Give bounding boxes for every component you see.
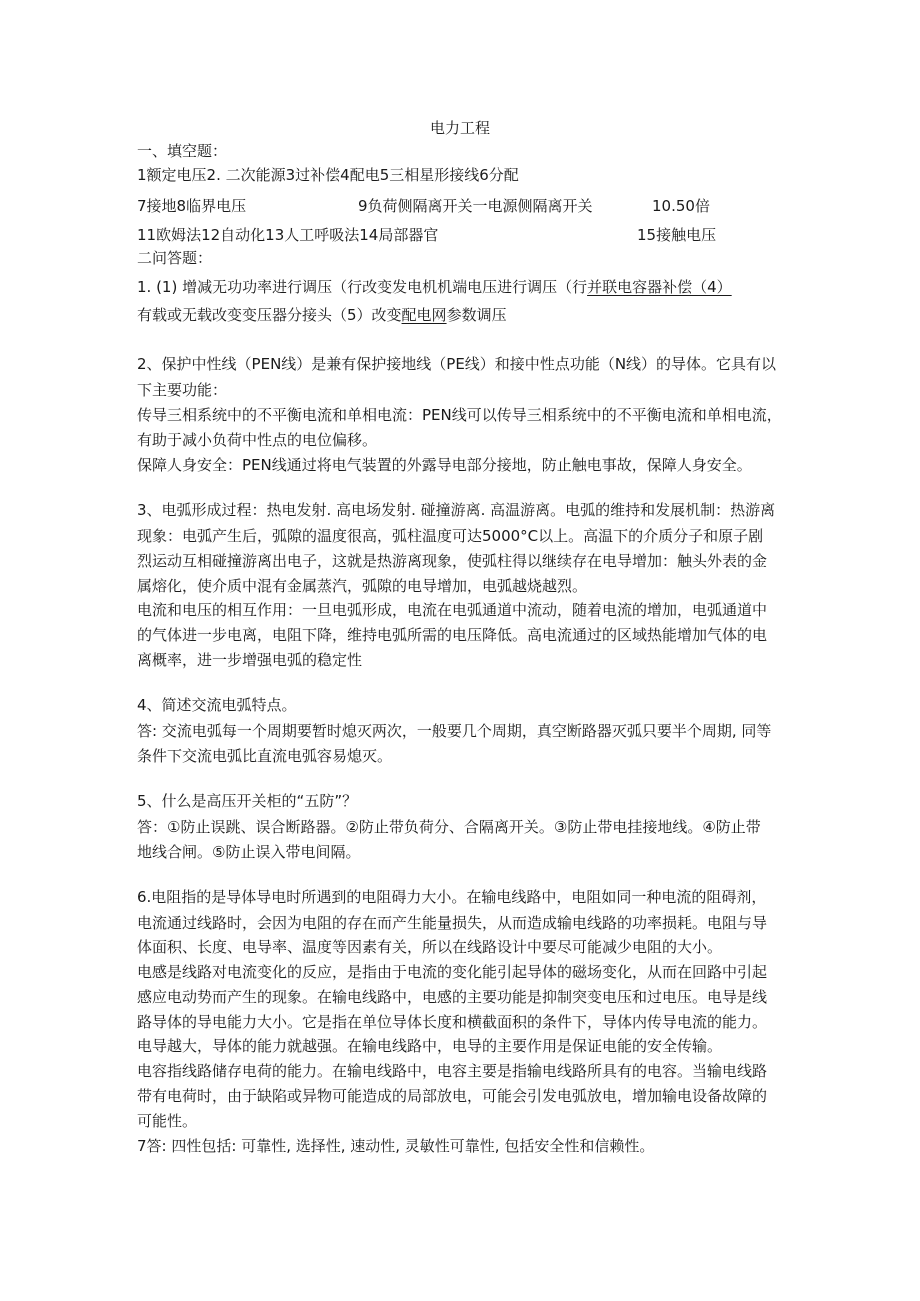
q3-line: 的气体进一步电离，电阻下降，维持电弧所需的电压降低。高电流通过的区域热能增加气体的电: [137, 626, 768, 644]
q2-line: 保障人身安全：PEN线通过将电气装置的外露导电部分接地，防止触电事故，保障人身安全。: [137, 456, 752, 474]
q1-line-1-underlined: 并联电容器补偿（4）: [587, 278, 732, 296]
q2-line: 2、保护中性线（PEN线）是兼有保护接地线（PE线）和接中性点功能（N线）的导体。它具有以: [137, 355, 777, 373]
q4-line: 答: 交流电弧每一个周期要暂时熄灭两次，一般要几个周期，真空断路器灭弧只要半个周期, 同等: [137, 722, 772, 740]
fill-blank-row-1: 1额定电压2. 二次能源3过补偿4配电5三相星形接线6分配: [137, 166, 519, 184]
q5-line: 答：①防止误跳、误合断路器。②防止带负荷分、合隔离开关。③防止带电挂接地线。④防止带: [137, 818, 761, 836]
q6-line: 电流通过线路时，会因为电阻的存在而产生能量损失，从而造成输电线路的功率损耗。电阻与导: [137, 914, 768, 932]
q1-line-2: [137, 303, 507, 327]
q3-line: 烈运动互相碰撞游离出电子，这就是热游离现象，使弧柱得以继续存在电导增加：触头外表的金: [137, 552, 768, 570]
q4-line: 4、简述交流电弧特点。: [137, 696, 297, 714]
q6-line: 电导越大，导体的能力就越强。在输电线路中，电导的主要作用是保证电能的安全传输。: [137, 1037, 723, 1055]
q3-line: 电流和电压的相互作用：一旦电弧形成，电流在电弧通道中流动，随着电流的增加，电弧通道中: [137, 601, 768, 619]
q6-line: 感应电动势而产生的现象。在输电线路中，电感的主要功能是抑制突变电压和过电压。电导是线: [137, 988, 768, 1006]
fill-blank-row-2-b: 9负荷侧隔离开关一电源侧隔离开关: [358, 197, 593, 215]
q1-line-2-tail: 参数调压: [446, 306, 507, 324]
section1-heading: 一、填空题：: [137, 142, 228, 160]
q1-line-1: [137, 275, 732, 299]
q1-line-2-text: 有载或无载改变变压器分接头（5）改变: [137, 306, 402, 324]
q6-line: 电感是线路对电流变化的反应，是指由于电流的变化能引起导体的磁场变化，从而在回路中引起: [137, 963, 768, 981]
q6-line: 6.电阻指的是导体导电时所遇到的电阻碍力大小。在输电线路中，电阻如同一种电流的阻碍剂，: [137, 888, 767, 906]
q6-line: 带有电荷时，由于缺陷或异物可能造成的局部放电，可能会引发电弧放电，增加输电设备故障的: [137, 1087, 768, 1105]
q3-line: 现象：电弧产生后，弧隙的温度很高，弧柱温度可达5000°C以上。高温下的介质分子和原子剧: [137, 527, 764, 545]
q6-line: 电容指线路储存电荷的能力。在输电线路中，电容主要是指输电线路所具有的电容。当输电线路: [137, 1062, 768, 1080]
q5-line: 5、什么是高压开关柜的“五防”？: [137, 792, 358, 810]
section2-heading: 二问答题：: [137, 249, 213, 267]
q1-line-2-underlined: 配电网: [401, 306, 447, 324]
q2-line: 传导三相系统中的不平衡电流和单相电流：PEN线可以传导三相系统中的不平衡电流和单相电流，: [137, 406, 782, 424]
q3-line: 属熔化，使介质中混有金属蒸汽，弧隙的电导增加，电弧越烧越烈。: [137, 577, 588, 595]
q6-line: 体面积、长度、电导率、温度等因素有关，所以在线路设计中要尽可能减少电阻的大小。: [137, 938, 723, 956]
q3-line: 3、电弧形成过程：热电发射. 高电场发射. 碰撞游离. 高温游离。电弧的维持和发展机制：热游离: [137, 501, 776, 519]
fill-blank-row-2-c: 10.50倍: [652, 197, 710, 215]
q5-line: 地线合闸。⑤防止误入带电间隔。: [137, 843, 361, 861]
q4-line: 条件下交流电弧比直流电弧容易熄灭。: [137, 747, 393, 765]
q6-line: 可能性。: [137, 1112, 198, 1130]
fill-blank-row-3-b: 15接触电压: [637, 226, 717, 244]
q3-line: 离概率，进一步增强电弧的稳定性: [137, 651, 363, 669]
fill-blank-row-2-a: 7接地8临界电压: [137, 197, 247, 215]
q6-line: 路导体的导电能力大小。它是指在单位导体长度和横截面积的条件下，导体内传导电流的能力。: [137, 1013, 768, 1031]
document-title: 电力工程: [429, 119, 490, 137]
fill-blank-row-3-a: 11欧姆法12自动化13人工呼吸法14局部器官: [137, 226, 439, 244]
q2-line: 下主要功能：: [137, 381, 228, 399]
q1-line-1-text: 1. (1) 增减无功功率进行调压（行改变发电机机端电压进行调压（行: [137, 278, 588, 296]
q7-line: 7答: 四性包括: 可靠性, 选择性, 速动性, 灵敏性可靠性, 包括安全性和信赖性。: [137, 1137, 655, 1155]
q2-line: 有助于减小负荷中性点的电位偏移。: [137, 431, 378, 449]
